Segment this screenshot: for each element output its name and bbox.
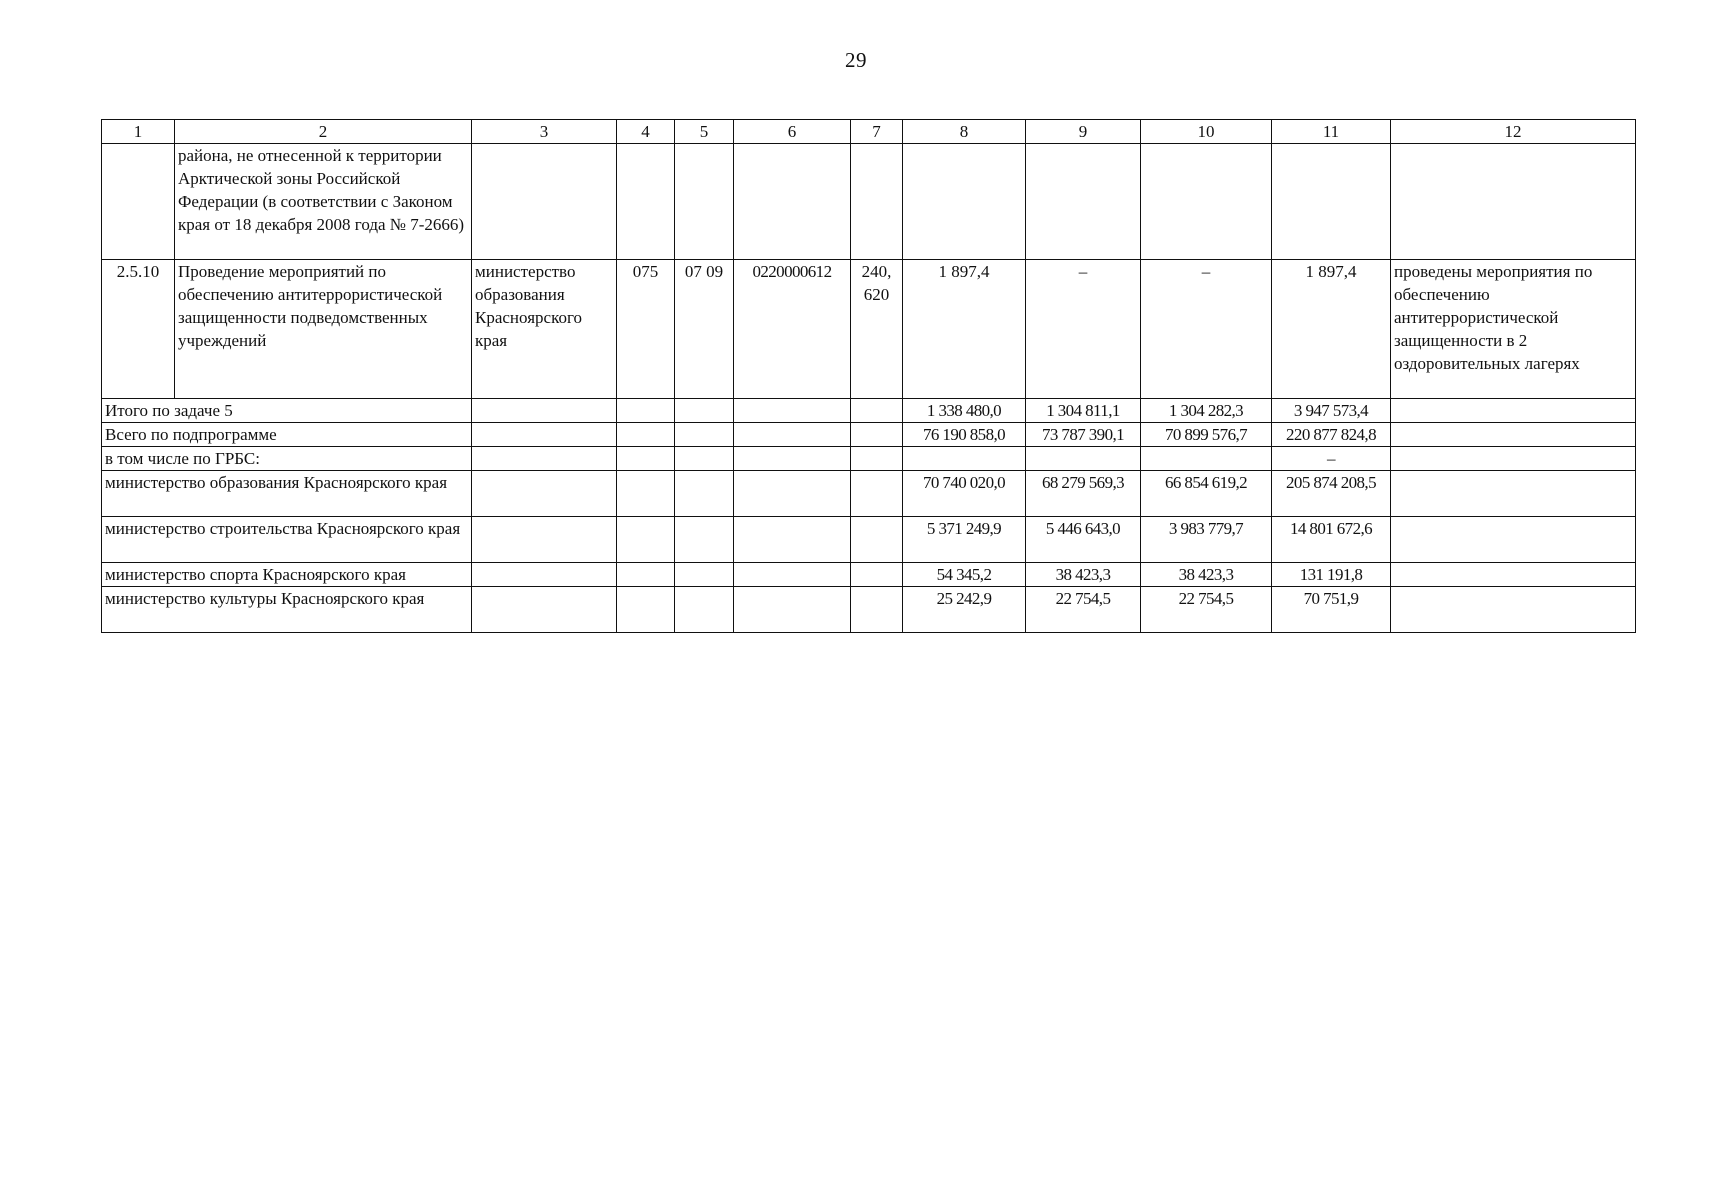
item-number-cell: 2.5.10 <box>102 260 175 399</box>
column-header: 7 <box>851 120 903 144</box>
amount-cell: 54 345,2 <box>903 563 1026 587</box>
amount-cell: 25 242,9 <box>903 587 1026 633</box>
code-cell <box>617 144 675 260</box>
amount-cell: 76 190 858,0 <box>903 423 1026 447</box>
empty-cell <box>675 399 734 423</box>
empty-cell <box>734 587 851 633</box>
amount-cell: 66 854 619,2 <box>1141 471 1272 517</box>
amount-cell: 1 897,4 <box>903 260 1026 399</box>
summary-row <box>102 517 1636 563</box>
empty-cell <box>851 563 903 587</box>
empty-cell <box>675 517 734 563</box>
amount-cell: 1 304 282,3 <box>1141 399 1272 423</box>
empty-cell <box>472 399 617 423</box>
amount-cell <box>1272 144 1391 260</box>
empty-cell <box>617 471 675 517</box>
table-row <box>102 260 1636 399</box>
empty-cell <box>472 517 617 563</box>
result-cell <box>1391 563 1636 587</box>
column-number-header-row <box>102 120 1636 144</box>
column-header: 5 <box>675 120 734 144</box>
empty-cell <box>617 517 675 563</box>
empty-cell <box>675 447 734 471</box>
item-name-cell: Проведение мероприятий по обеспечению антитеррористической защищенности подведомственных учреждений <box>175 260 472 399</box>
code-cell <box>851 144 903 260</box>
table-row <box>102 144 1636 260</box>
amount-cell: – <box>1272 447 1391 471</box>
empty-cell <box>734 447 851 471</box>
code-cell: 07 09 <box>675 260 734 399</box>
amount-cell: 70 740 020,0 <box>903 471 1026 517</box>
summary-label: министерство культуры Красноярского края <box>102 587 472 633</box>
result-cell <box>1391 471 1636 517</box>
amount-cell: – <box>1026 260 1141 399</box>
column-header: 4 <box>617 120 675 144</box>
code-cell <box>734 144 851 260</box>
amount-cell <box>1026 144 1141 260</box>
column-header: 10 <box>1141 120 1272 144</box>
amount-cell: 5 446 643,0 <box>1026 517 1141 563</box>
code-cell <box>675 144 734 260</box>
empty-cell <box>851 423 903 447</box>
grbs-cell: министерство образования Красноярского края <box>472 260 617 399</box>
budget-table <box>101 119 1636 633</box>
result-cell <box>1391 517 1636 563</box>
result-cell <box>1391 447 1636 471</box>
column-header: 6 <box>734 120 851 144</box>
result-cell <box>1391 587 1636 633</box>
empty-cell <box>617 399 675 423</box>
amount-cell: 22 754,5 <box>1026 587 1141 633</box>
amount-cell: 38 423,3 <box>1141 563 1272 587</box>
empty-cell <box>851 399 903 423</box>
amount-cell: 205 874 208,5 <box>1272 471 1391 517</box>
empty-cell <box>617 563 675 587</box>
amount-cell: 68 279 569,3 <box>1026 471 1141 517</box>
amount-cell <box>1026 447 1141 471</box>
empty-cell <box>675 423 734 447</box>
result-cell <box>1391 399 1636 423</box>
amount-cell: 220 877 824,8 <box>1272 423 1391 447</box>
code-cell: 240, 620 <box>851 260 903 399</box>
empty-cell <box>851 517 903 563</box>
empty-cell <box>617 423 675 447</box>
column-header: 9 <box>1026 120 1141 144</box>
empty-cell <box>734 471 851 517</box>
amount-cell: 5 371 249,9 <box>903 517 1026 563</box>
amount-cell: 70 751,9 <box>1272 587 1391 633</box>
summary-row <box>102 447 1636 471</box>
summary-label: Всего по подпрограмме <box>102 423 472 447</box>
column-header: 11 <box>1272 120 1391 144</box>
empty-cell <box>851 587 903 633</box>
amount-cell: 38 423,3 <box>1026 563 1141 587</box>
empty-cell <box>472 447 617 471</box>
amount-cell: 1 304 811,1 <box>1026 399 1141 423</box>
amount-cell: 3 947 573,4 <box>1272 399 1391 423</box>
summary-label: министерство строительства Красноярского края <box>102 517 472 563</box>
empty-cell <box>851 471 903 517</box>
empty-cell <box>734 563 851 587</box>
amount-cell: 14 801 672,6 <box>1272 517 1391 563</box>
amount-cell <box>1141 144 1272 260</box>
summary-row <box>102 587 1636 633</box>
item-name-cell: района, не отнесенной к территории Арктической зоны Российской Федерации (в соответствии с Законом края от 18 декабря 2008 года № 7-2666) <box>175 144 472 260</box>
summary-row <box>102 563 1636 587</box>
empty-cell <box>851 447 903 471</box>
empty-cell <box>472 587 617 633</box>
summary-row <box>102 423 1636 447</box>
amount-cell <box>1141 447 1272 471</box>
item-number-cell <box>102 144 175 260</box>
page-number: 29 <box>845 48 867 72</box>
amount-cell: 22 754,5 <box>1141 587 1272 633</box>
code-cell: 0220000612 <box>734 260 851 399</box>
empty-cell <box>617 587 675 633</box>
empty-cell <box>472 563 617 587</box>
amount-cell: 1 897,4 <box>1272 260 1391 399</box>
code-cell: 075 <box>617 260 675 399</box>
summary-row <box>102 471 1636 517</box>
empty-cell <box>675 471 734 517</box>
summary-label: в том числе по ГРБС: <box>102 447 472 471</box>
column-header: 2 <box>175 120 472 144</box>
column-header: 12 <box>1391 120 1636 144</box>
summary-label: Итого по задаче 5 <box>102 399 472 423</box>
result-cell <box>1391 423 1636 447</box>
empty-cell <box>472 471 617 517</box>
empty-cell <box>675 563 734 587</box>
empty-cell <box>734 423 851 447</box>
empty-cell <box>734 517 851 563</box>
amount-cell: – <box>1141 260 1272 399</box>
result-cell <box>1391 144 1636 260</box>
amount-cell: 70 899 576,7 <box>1141 423 1272 447</box>
empty-cell <box>617 447 675 471</box>
amount-cell <box>903 144 1026 260</box>
column-header: 1 <box>102 120 175 144</box>
grbs-cell <box>472 144 617 260</box>
column-header: 8 <box>903 120 1026 144</box>
result-cell: проведены мероприятия по обеспечению антитеррористической защищенности в 2 оздоровительных лагерях <box>1391 260 1636 399</box>
amount-cell: 73 787 390,1 <box>1026 423 1141 447</box>
summary-label: министерство спорта Красноярского края <box>102 563 472 587</box>
empty-cell <box>734 399 851 423</box>
amount-cell: 3 983 779,7 <box>1141 517 1272 563</box>
amount-cell: 131 191,8 <box>1272 563 1391 587</box>
column-header: 3 <box>472 120 617 144</box>
amount-cell: 1 338 480,0 <box>903 399 1026 423</box>
summary-label: министерство образования Красноярского края <box>102 471 472 517</box>
empty-cell <box>472 423 617 447</box>
empty-cell <box>675 587 734 633</box>
amount-cell <box>903 447 1026 471</box>
summary-row <box>102 399 1636 423</box>
